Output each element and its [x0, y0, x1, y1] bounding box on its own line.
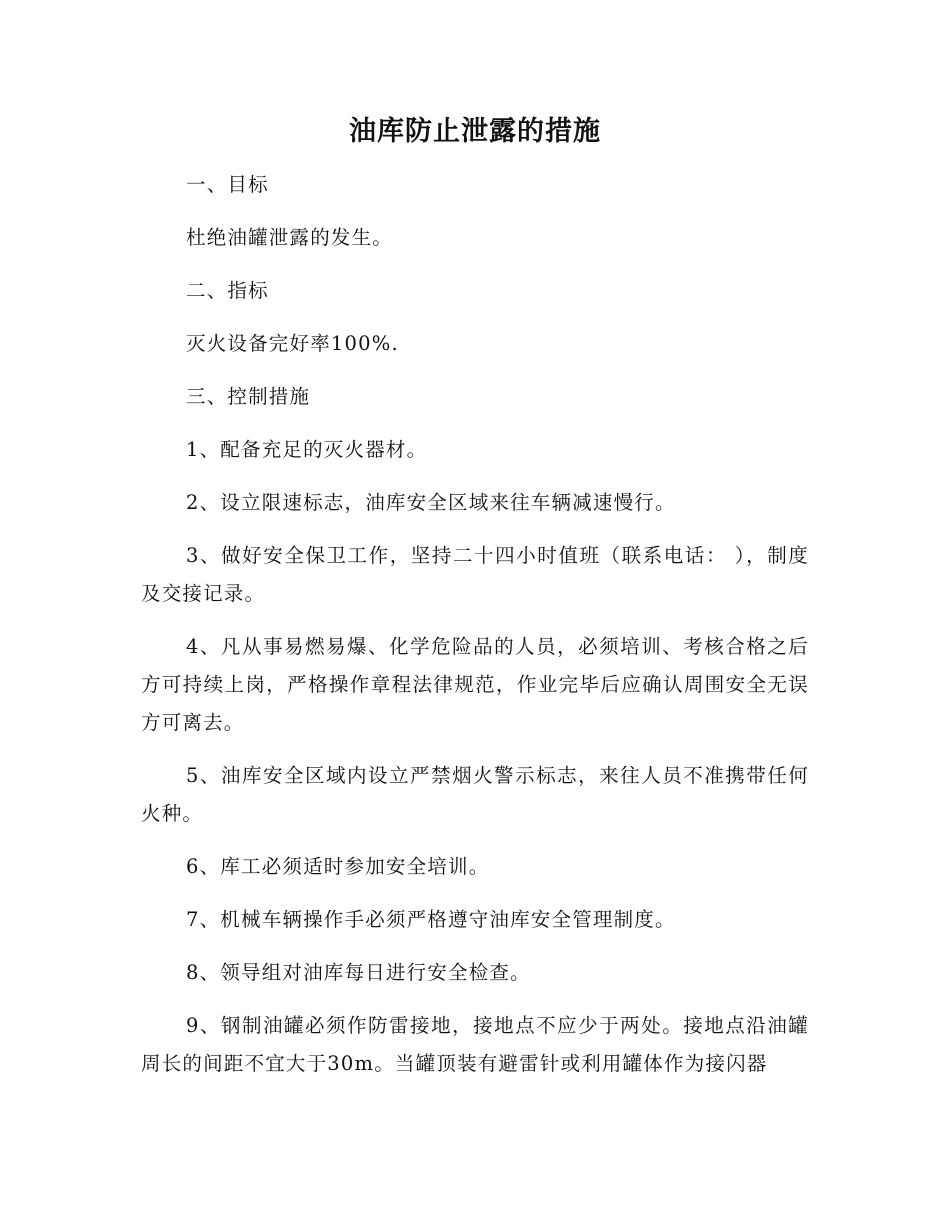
paragraph-heading-goal: 一、目标 — [186, 173, 269, 196]
paragraph-measure-6: 6、库工必须适时参加安全培训。 — [186, 855, 490, 878]
document-title: 油库防止泄露的措施 — [349, 116, 601, 147]
paragraph-measure-1: 1、配备充足的灭火器材。 — [186, 438, 428, 461]
paragraph-indicator-text: 灭火设备完好率100%. — [186, 332, 399, 355]
paragraph-goal-text: 杜绝油罐泄露的发生。 — [186, 226, 394, 249]
document-body — [141, 166, 809, 1098]
paragraph-measure-5: 5、油库安全区域内设立严禁烟火警示标志，来往人员不准携带任何火种。 — [141, 764, 809, 825]
paragraph-measure-3: 3、做好安全保卫工作，坚持二十四小时值班（联系电话： ），制度及交接记录。 — [141, 544, 809, 605]
paragraph-measure-2: 2、设立限速标志，油库安全区域来往车辆减速慢行。 — [186, 491, 676, 514]
paragraph-heading-measures: 三、控制措施 — [186, 385, 311, 408]
paragraph-measure-9: 9、钢制油罐必须作防雷接地，接地点不应少于两处。接地点沿油罐周长的间距不宜大于30m。当罐顶装有避雷针或利用罐体作为接闪器 — [141, 1014, 809, 1075]
paragraph-heading-indicator: 二、指标 — [186, 279, 269, 302]
paragraph-measure-7: 7、机械车辆操作手必须严格遵守油库安全管理制度。 — [186, 908, 676, 931]
paragraph-measure-8: 8、领导组对油库每日进行安全检查。 — [186, 961, 531, 984]
paragraph-measure-4: 4、凡从事易燃易爆、化学危险品的人员，必须培训、考核合格之后方可持续上岗，严格操作章程法律规范，作业完毕后应确认周围安全无误方可离去。 — [141, 635, 809, 734]
